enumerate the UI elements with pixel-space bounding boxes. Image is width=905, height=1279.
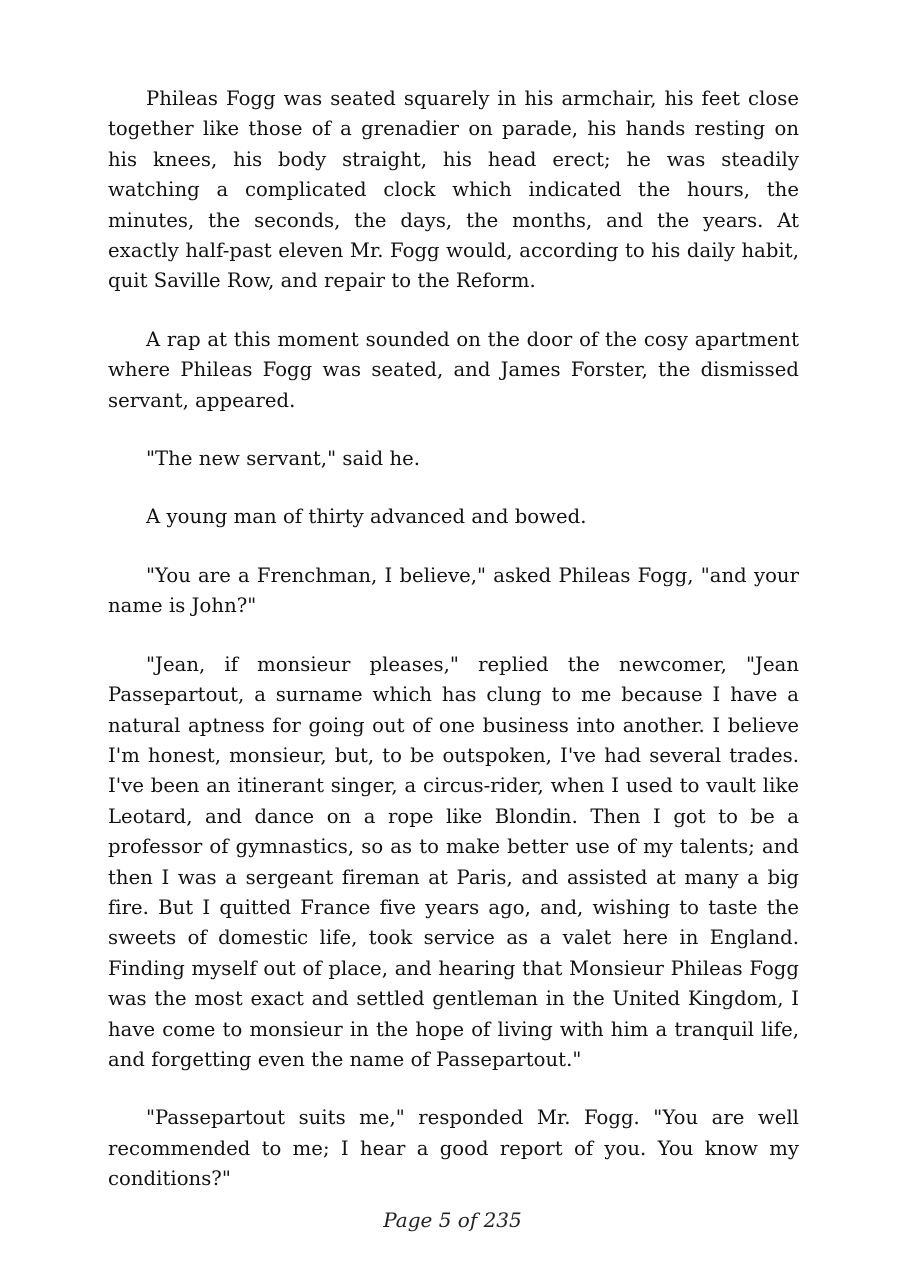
page-number-footer: Page 5 of 235 [383, 1208, 522, 1232]
paragraph-3: "The new servant," said he. [146, 447, 421, 471]
paragraph-6: "Jean, if monsieur pleases," replied the newcomer, "Jean Passepartout, a surname which has clung to me because I have a natural aptness for going out of one business into another. I believe I'm honest, monsieur, but, to be outspoken, I've had several trades. I've been an itinerant singer, a circus-rider, when I used to vault like Leotard, and dance on a rope like Blondin. Then I got to be a professor of gymnastics, so as to make better use of my talents; and then I was a sergeant fireman at Paris, and assisted at many a big fire. But I quitted France five years ago, and, wishing to taste the sweets of domestic life, took service as a valet here in England. Finding myself out of place, and hearing that Monsieur Phileas Fogg was the most exact and settled gentleman in the United Kingdom, I have come to monsieur in the hope of living with him a tranquil life, and forgetting even the name of Passepartout." [108, 652, 799, 1071]
paragraph-4: A young man of thirty advanced and bowed. [146, 505, 587, 529]
paragraph-7: "Passepartout suits me," responded Mr. Fogg. "You are well recommended to me; I hear a good report of you. You know my conditions?" [108, 1106, 799, 1191]
paragraph-1: Phileas Fogg was seated squarely in his armchair, his feet close together like those of a grenadier on parade, his hands resting on his knees, his body straight, his head erect; he was steadily watching a complicated clock which indicated the hours, the minutes, the seconds, the days, the months, and the years. At exactly half-past eleven Mr. Fogg would, according to his daily habit, quit Saville Row, and repair to the Reform. [108, 87, 799, 293]
page-body [108, 84, 799, 1223]
paragraph-5: "You are a Frenchman, I believe," asked Phileas Fogg, "and your name is John?" [108, 563, 799, 618]
paragraph-2: A rap at this moment sounded on the door of the cosy apartment where Phileas Fogg was seated, and James Forster, the dismissed servant, appeared. [108, 327, 799, 412]
